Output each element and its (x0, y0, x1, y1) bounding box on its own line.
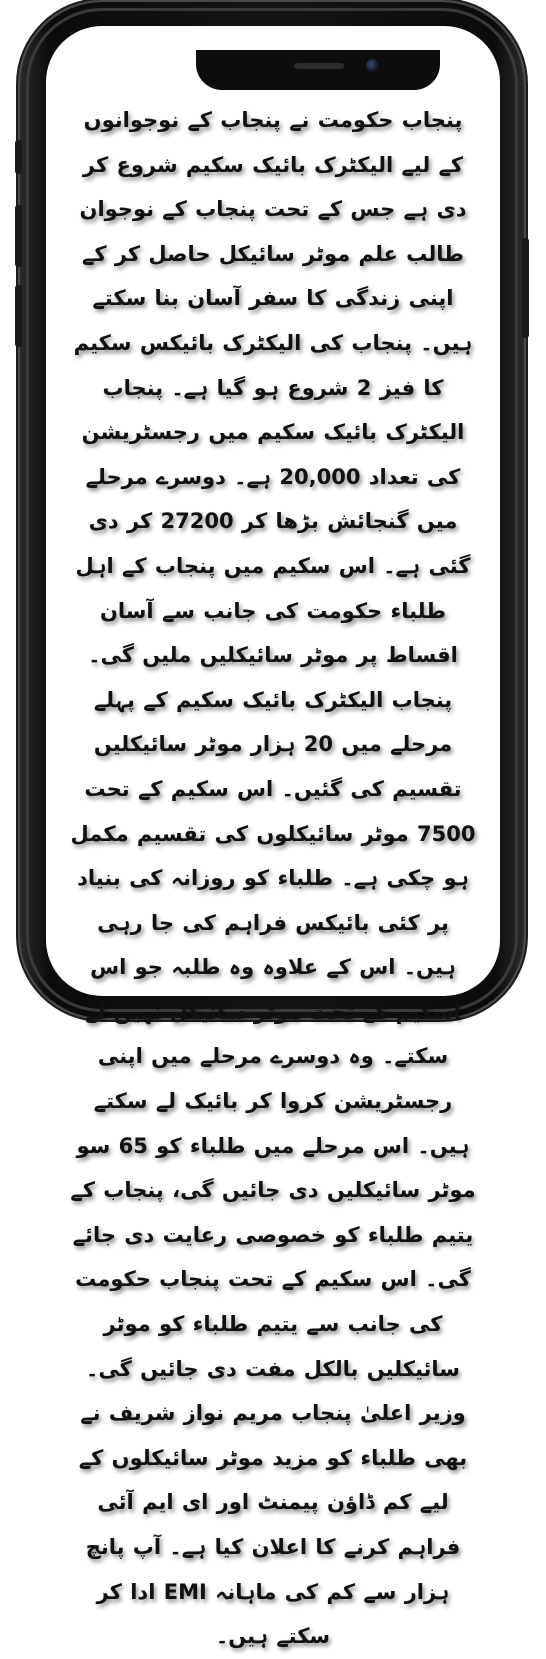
power-button (522, 238, 529, 338)
volume-up-button (15, 205, 22, 267)
earpiece-speaker-icon (294, 63, 344, 69)
silent-switch (15, 140, 22, 174)
front-camera-icon (366, 59, 379, 72)
article-body (46, 76, 500, 1649)
phone-screen (46, 26, 500, 1649)
volume-down-button (15, 285, 22, 347)
article-text: پنجاب حکومت نے پنجاب کے نوجوانوں کے لیے الیکٹرک بائیک سکیم شروع کر دی ہے جس کے تحت پنجاب کے نوجوان طالب علم موٹر سائیکل حاصل کر کے اپنی زندگی کا سفر آسان بنا سکتے ہیں۔ پنجاب کی الیکٹرک بائیکس سکیم کا فیز 2 شروع ہو گیا ہے۔ پنجاب الیکٹرک بائیک سکیم میں رجسٹریشن کی تعداد 20,000 ہے۔ دوسرے مرحلے میں گنجائش بڑھا کر 27200 کر دی گئی ہے۔ اس سکیم میں پنجاب کے اہل طلباء حکومت کی جانب سے آسان اقساط پر موٹر سائیکلیں ملیں گی۔ پنجاب الیکٹرک بائیک سکیم کے پہلے مرحلے میں 20 ہزار موٹر سائیکلیں تقسیم کی گئیں۔ اس سکیم کے تحت 7500 موٹر سائیکلوں کی تقسیم مکمل ہو چکی ہے۔ طلباء کو روزانہ کی بنیاد پر کئی بائیکس فراہم کی جا رہی ہیں۔ اس کے علاوہ وہ طلبہ جو اس اسکیم کے تحت موٹر سائیکل نہیں لے سکتے۔ وہ دوسرے مرحلے میں اپنی رجسٹریشن کروا کر بائیک لے سکتے ہیں۔ اس مرحلے میں طلباء کو 65 سو موٹر سائیکلیں دی جائیں گی، پنجاب کے یتیم طلباء کو خصوصی رعایت دی جائے گی۔ اس سکیم کے تحت پنجاب حکومت کی جانب سے یتیم طلباء کو موٹر سائیکلیں بالکل مفت دی جائیں گی۔ وزیر اعلیٰ پنجاب مریم نواز شریف نے بھی طلباء کو مزید موٹر سائیکلوں کے لیے کم ڈاؤن پیمنٹ اور ای ایم آئی فراہم کرنے کا اعلان کیا ہے۔ آپ پانچ ہزار سے کم کی ماہانہ EMI ادا کر سکتے ہیں۔ (70, 108, 476, 1649)
notch (196, 50, 440, 90)
